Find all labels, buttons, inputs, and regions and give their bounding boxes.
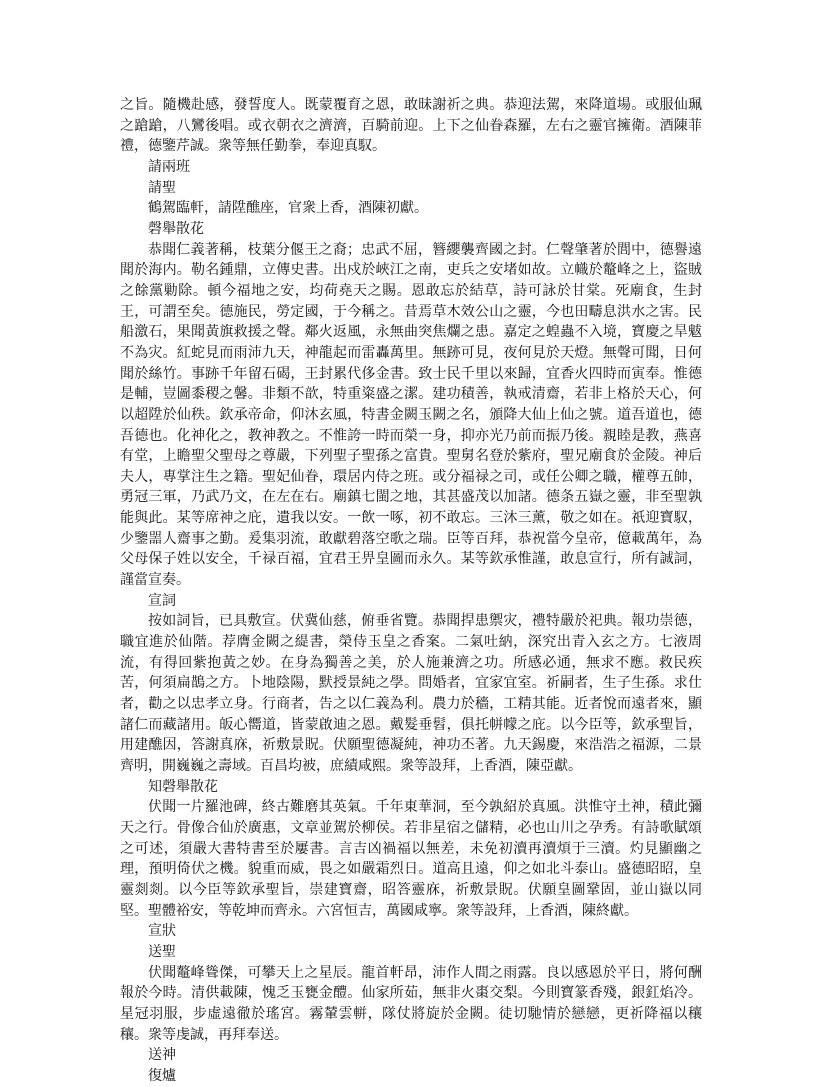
paragraph-xuan-ci: 按如詞旨，已具敷宣。伏冀仙慈，俯垂省覽。恭聞捍患禦灾，禮特嚴於祀典。報功崇德，職宜進於仙階。荐膺金闕之緹書，榮侍玉皇之香案。二氣吐納，深究出青入玄之方。七液周流，有得回紫抱黃之妙。在身為獨善之美，於人施兼濟之功。所感必通，無求不應。救民疾苦，何須扁鵲之方。卜地陰陽，默授景純之學。問婚者，宜家宜室。祈嗣者，生子生孫。求仕者，勸之以忠孝立身。行商者，告之以仁義為利。農力於穡，工精其能。近者悅而遠者來，顯諸仁而藏諸用。皈心嚮道，皆蒙啟迪之恩。戴髮垂髫，俱托帡幪之庇。以今臣等，欽承聖旨，用建醮因，答謝真庥，祈敷景貺。伏願聖德凝純，神功丕著。九天錫慶，來浩浩之福源，二景齊明，開巍巍之壽域。百昌均被，庶績咸熙。衆等設拜，上香酒，陳亞獻。 xyxy=(120,613,702,774)
document-page xyxy=(120,95,702,1087)
heading-song-sheng: 送聖 xyxy=(148,943,176,960)
heading-song-shen: 送神 xyxy=(148,1047,176,1064)
paragraph-praise: 恭聞仁義著稱，枝葉分偃王之裔；忠武不屈，簪纓襲齊國之封。仁聲肇著於閭中，德譽遠聞於海内。勒名鍾鼎，立傳史書。出戍於峽江之南，吏兵之安堵如故。立幟於鼇峰之上，盜賊之餘黨勦除。頓今福地之安，均荷堯天之賜。恩敢忘於結草，詩可詠於甘棠。死廟食，生封王，可謂至矣。德施民，勞定國，于今稱之。昔焉草木效公山之靈，今也田疇息洪水之害。民船激石，果聞黃旗救援之聲。鄰火返風，永無曲突焦爛之患。嘉定之蝗蟲不入境，寶慶之旱魃不為灾。紅蛇見而雨沛九天，神龍起而雷轟萬里。無跡可見，夜何見於天燈。無聲可聞，日何聞於絲竹。事跡千年留石碣，王封累代侈金書。致士民千里以來歸，宜香火四時而寅奉。惟德是輔，豈圖黍稷之馨。非類不歆，特重粢盛之潔。建功積善，執戒清齋，若非上格於天心，何以超陞於仙秩。欽承帝命，仰沐玄風，特書金闕玉闕之名，頒降大仙上仙之號。道吾道也，德吾德也。化神化之，教神教之。不惟誇一時而榮一身，抑亦光乃前而振乃後。親睦是教，燕喜有堂，上瞻聖父聖母之尊嚴，下列聖子聖孫之富貴。聖舅名登於紫府，聖兄廟食於金陵。神后夫人，專掌注生之籍。聖妃仙眷，環居内侍之班。或分福禄之司，或任公卿之職，權尊五帥，勇冠三軍，乃武乃文，在左在右。廟鎮七閩之地，其甚盛茂以加諸。德条五嶽之靈，非至聖孰能與此。某等席神之庇，遺我以安。一飲一啄，初不敢忘。三沐三薰，敬之如在。祇迎寶馭，少鑒噐人齋事之勤。爰集羽流，敢獻碧落空歌之瑞。臣等百拜，恭祝當今皇帝，億載萬年，為父母保子姓以安全，千禄百福，宜君王畀皇圖而永久。某等欽承惟謹，敢息宣行，所有誠詞，謹當宣奏。 xyxy=(120,241,702,589)
heading-xuan-ci: 宣詞 xyxy=(148,592,176,609)
paragraph-first-offering: 鶴駕臨軒，請陞醮座，官衆上香，酒陳初獻。 xyxy=(148,200,428,217)
paragraph-send-off: 伏聞鼇峰聳傑，可攀天上之星辰。龍首軒昂，沛作人間之雨露。良以感恩於平日，將何酬報於今時。清供載陳，愧乏玉甕金醴。仙家所茹，無非火棗交梨。今則寶篆香殘，銀釭焰冷。星冠羽服，步虛遠徹於瑤宮。霧輦雲軿，隊仗將旋於金闕。徒切馳情於戀戀，更祈降福以穰穰。衆等虔誠，再拜奉送。 xyxy=(120,964,702,1043)
heading-qing-liang-ban: 請兩班 xyxy=(148,158,190,175)
heading-qing-sheng: 請聖 xyxy=(148,179,176,196)
heading-qing-ju-san-hua: 磬舉散花 xyxy=(148,220,204,237)
heading-fu-lu: 復爐 xyxy=(148,1067,176,1084)
heading-zhi-qing-ju-san-hua: 知磬舉散花 xyxy=(148,778,218,795)
heading-xuan-zhuang: 宣狀 xyxy=(148,923,176,940)
paragraph-third-offering: 伏聞一片羅池碑，終古難磨其英氣。千年東華洞，至今孰紹於真風。洪惟守土神，積此彌天之行。骨像合仙於廣惠，文章並駕於柳侯。若非星宿之儲精，必也山川之孕秀。有詩歌賦頌之可述，須嚴大書特書至於屢書。言吉凶禍福以無差，未免初瀆再瀆煩于三瀆。灼見顯幽之理，預明倚伏之機。貌重而威，畏之如嚴霜烈日。道高且遠，仰之如北斗泰山。盛德昭昭，皇靈剡剡。以今臣等欽承聖旨，崇建寶齋，昭答靈庥，祈敷景貺。伏願皇圖鞏固，並山嶽以同堅。聖體裕安，等乾坤而齊永。六宮恒吉，萬國咸寧。衆等設拜，上香酒，陳終獻。 xyxy=(120,799,702,919)
paragraph-opening: 之旨。隨機赴感，發誓度人。既蒙覆育之恩，敢昧謝祈之典。恭迎法駕，來降道場。或服仙珮之蹌蹌，八鸞後唱。或衣朝衣之濟濟，百騎前迎。上下之仙眷森羅，左右之靈官擁衛。酒陳菲禮，德鑒芹誠。衆等無任勤拳，奉迎真馭。 xyxy=(120,97,702,155)
